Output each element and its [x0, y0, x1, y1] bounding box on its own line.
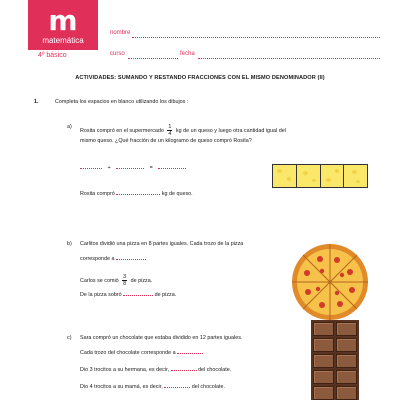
- item-a-letter: a): [67, 124, 72, 130]
- item-a-answer: [80, 191, 193, 198]
- item-b-letter: b): [67, 241, 72, 247]
- item-b-line3-post: de pizza.: [130, 277, 153, 284]
- answer-post: kg de queso.: [161, 191, 193, 197]
- fraction-denominator: 8: [123, 281, 127, 287]
- date-field[interactable]: [198, 58, 380, 59]
- cheese-block: [321, 165, 345, 187]
- chocolate-piece: [336, 322, 357, 336]
- item-b-line2-text: corresponde a: [80, 256, 115, 262]
- blank-slice[interactable]: [116, 256, 146, 260]
- name-field[interactable]: [132, 37, 380, 38]
- blank-3[interactable]: [158, 165, 186, 169]
- item-c-line2-text: Cada trozo del chocolate corresponde a: [80, 350, 176, 356]
- course-field[interactable]: [128, 58, 178, 59]
- chocolate-piece: [313, 338, 334, 352]
- fraction-three-eighths: [122, 274, 127, 287]
- fraction-numerator: 1: [168, 124, 172, 130]
- item-a-sum-row: [80, 165, 186, 172]
- cheese-block: [344, 165, 367, 187]
- logo-letter: m: [48, 4, 78, 37]
- item-a-line1-pre: Rosita compró en el supermercado: [80, 127, 164, 134]
- item-b-line4: [80, 292, 176, 299]
- item-a-line1: [80, 124, 286, 137]
- item-c-line3-pre: Dio 3 trocitos a su hermana, es decir,: [80, 367, 169, 373]
- chocolate-piece: [336, 386, 357, 400]
- item-c-letter: c): [67, 335, 72, 341]
- logo-text: matemática: [42, 36, 84, 45]
- blank-mom[interactable]: [164, 384, 190, 388]
- blank-piece[interactable]: [177, 350, 203, 354]
- blank-leftover[interactable]: [123, 292, 153, 296]
- chocolate-piece: [313, 386, 334, 400]
- grade-label: 4º básico: [38, 52, 67, 59]
- item-b-line3: [80, 274, 152, 287]
- cheese-blocks: [272, 164, 368, 188]
- chocolate-piece: [313, 354, 334, 368]
- chocolate-piece: [336, 370, 357, 384]
- item-c-line3-post: del chocolate.: [198, 367, 232, 373]
- item-c-line1: Sara compró un chocolate que estaba dividido en 12 partes iguales.: [80, 335, 243, 341]
- item-a-line2: mismo queso. ¿Qué fracción de un kilogramo de queso compró Rosita?: [80, 138, 252, 144]
- question-number: 1.: [34, 99, 39, 105]
- item-b-line2: [80, 256, 146, 263]
- fraction-numerator: 3: [123, 274, 127, 280]
- item-c-line4-pre: Dio 4 trocitos a su mamá, es decir,: [80, 384, 163, 390]
- blank-2[interactable]: [116, 165, 144, 169]
- course-label: curso: [110, 51, 125, 57]
- cheese-block: [297, 165, 321, 187]
- item-c-line3: [80, 367, 231, 374]
- fraction-one-quarter: [167, 124, 172, 137]
- item-c-line4-post: del chocolate.: [191, 384, 225, 390]
- cheese-block: [273, 165, 297, 187]
- logo: [28, 0, 98, 50]
- answer-blank[interactable]: [116, 191, 160, 195]
- chocolate-piece: [313, 322, 334, 336]
- fraction-denominator: 4: [168, 131, 172, 137]
- blank-sister[interactable]: [171, 367, 197, 371]
- pizza-image: [290, 242, 370, 322]
- answer-pre: Rosita compró: [80, 191, 115, 197]
- date-label: fecha: [180, 51, 195, 57]
- chocolate-piece: [313, 370, 334, 384]
- question-instruction: Completa los espacios en blanco utilizando los dibujos :: [55, 99, 189, 105]
- item-b-line4-pre: De la pizza sobró: [80, 292, 122, 298]
- item-b-line3-pre: Carlos se comió: [80, 277, 119, 284]
- item-b-line1: Carlitos dividió una pizza en 8 partes iguales. Cada trozo de la pizza: [80, 241, 244, 247]
- chocolate-bar-image: [311, 320, 359, 400]
- blank-1[interactable]: [80, 165, 102, 169]
- item-c-line2: [80, 350, 203, 357]
- item-b-line4-post: de pizza.: [154, 292, 177, 298]
- plus-sign: +: [107, 165, 111, 171]
- item-a-line1-post: kg de un queso y luego otra cantidad igual del: [175, 127, 286, 134]
- chocolate-piece: [336, 338, 357, 352]
- equals-sign: =: [149, 165, 153, 171]
- name-label: nombre: [110, 30, 131, 36]
- chocolate-piece: [336, 354, 357, 368]
- item-c-line4: [80, 384, 225, 391]
- worksheet-title: ACTIVIDADES: SUMANDO Y RESTANDO FRACCIONES CON EL MISMO DENOMINADOR (II): [75, 75, 325, 81]
